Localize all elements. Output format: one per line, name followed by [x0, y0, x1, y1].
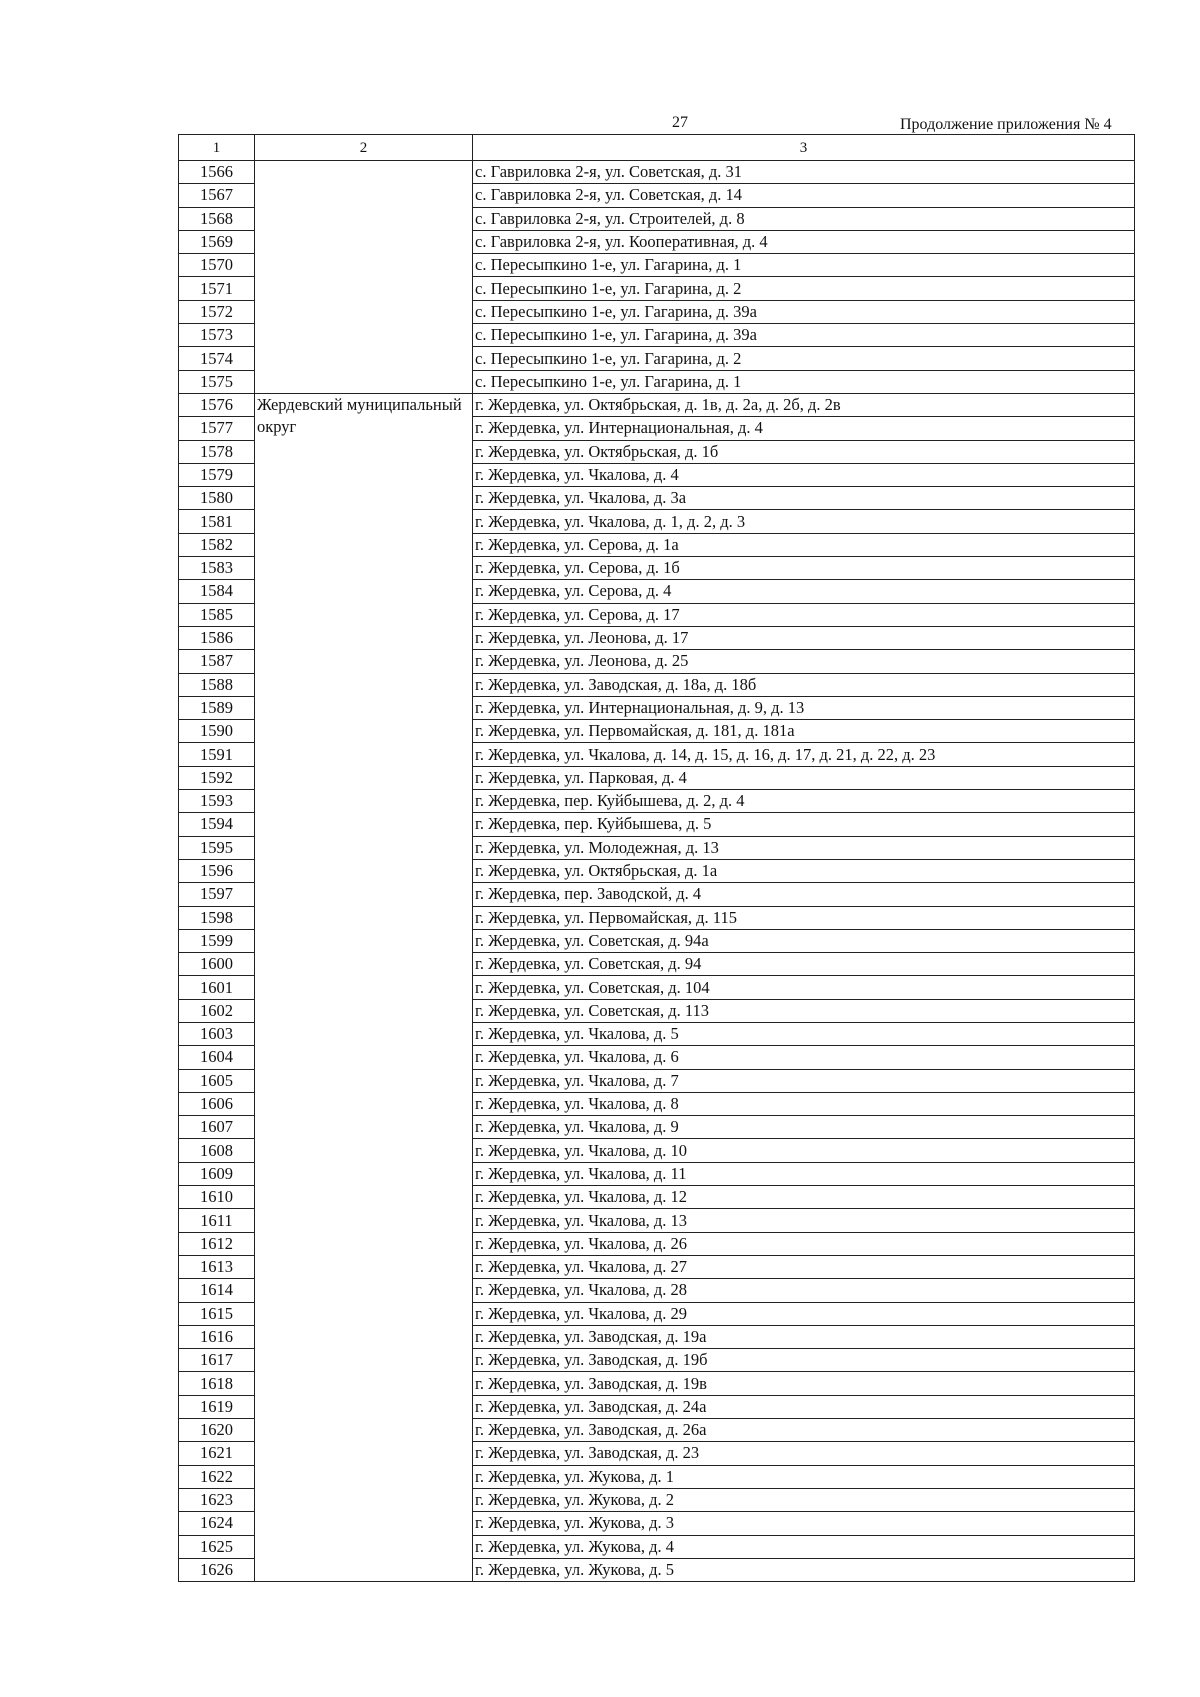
table-row [179, 1279, 1135, 1302]
row-number: 1604 [179, 1046, 255, 1069]
table-row [179, 277, 1135, 300]
row-number: 1603 [179, 1022, 255, 1045]
table-row [179, 1069, 1135, 1092]
municipality-cell [255, 766, 473, 789]
address-cell: г. Жердевка, ул. Первомайская, д. 115 [473, 906, 1135, 929]
municipality-cell [255, 673, 473, 696]
address-cell: г. Жердевка, ул. Чкалова, д. 5 [473, 1022, 1135, 1045]
row-number: 1566 [179, 161, 255, 184]
row-number: 1606 [179, 1092, 255, 1115]
row-number: 1599 [179, 929, 255, 952]
row-number: 1573 [179, 324, 255, 347]
table-row [179, 743, 1135, 766]
municipality-cell [255, 1302, 473, 1325]
row-number: 1600 [179, 953, 255, 976]
row-number: 1616 [179, 1325, 255, 1348]
address-cell: г. Жердевка, ул. Первомайская, д. 181, д. 181а [473, 720, 1135, 743]
municipality-cell [255, 1022, 473, 1045]
municipality-cell [255, 813, 473, 836]
address-cell: с. Пересыпкино 1-е, ул. Гагарина, д. 1 [473, 254, 1135, 277]
municipality-cell [255, 1512, 473, 1535]
row-number: 1626 [179, 1558, 255, 1581]
row-number: 1622 [179, 1465, 255, 1488]
municipality-cell [255, 1162, 473, 1185]
address-cell: г. Жердевка, ул. Интернациональная, д. 4 [473, 417, 1135, 440]
municipality-cell [255, 650, 473, 673]
municipality-cell [255, 953, 473, 976]
table-row [179, 1512, 1135, 1535]
municipality-cell [255, 1558, 473, 1581]
address-cell: г. Жердевка, ул. Жукова, д. 5 [473, 1558, 1135, 1581]
address-cell: г. Жердевка, ул. Советская, д. 113 [473, 999, 1135, 1022]
row-number: 1580 [179, 487, 255, 510]
row-number: 1589 [179, 696, 255, 719]
row-number: 1594 [179, 813, 255, 836]
table-row [179, 1162, 1135, 1185]
municipality-cell [255, 300, 473, 323]
table-row [179, 1349, 1135, 1372]
municipality-cell [255, 370, 473, 393]
row-number: 1620 [179, 1419, 255, 1442]
table-row [179, 510, 1135, 533]
address-cell: г. Жердевка, ул. Чкалова, д. 26 [473, 1232, 1135, 1255]
table-row [179, 1325, 1135, 1348]
municipality-cell [255, 883, 473, 906]
row-number: 1617 [179, 1349, 255, 1372]
address-cell: г. Жердевка, ул. Советская, д. 94 [473, 953, 1135, 976]
column-header-3: 3 [473, 135, 1135, 161]
table-row [179, 1139, 1135, 1162]
address-cell: с. Пересыпкино 1-е, ул. Гагарина, д. 1 [473, 370, 1135, 393]
table-row [179, 1442, 1135, 1465]
page-number: 27 [672, 114, 688, 131]
municipality-name: Жердевский муниципальный округ [255, 393, 473, 440]
address-cell: г. Жердевка, ул. Парковая, д. 4 [473, 766, 1135, 789]
municipality-cell [255, 347, 473, 370]
municipality-cell [255, 720, 473, 743]
address-cell: г. Жердевка, ул. Советская, д. 104 [473, 976, 1135, 999]
row-number: 1607 [179, 1116, 255, 1139]
address-cell: г. Жердевка, ул. Жукова, д. 2 [473, 1488, 1135, 1511]
address-cell: г. Жердевка, ул. Октябрьская, д. 1б [473, 440, 1135, 463]
row-number: 1624 [179, 1512, 255, 1535]
row-number: 1598 [179, 906, 255, 929]
row-number: 1602 [179, 999, 255, 1022]
table-row [179, 1419, 1135, 1442]
address-cell: г. Жердевка, ул. Заводская, д. 26а [473, 1419, 1135, 1442]
municipality-cell [255, 836, 473, 859]
table-row [179, 393, 1135, 416]
table-row [179, 929, 1135, 952]
municipality-cell [255, 906, 473, 929]
address-cell: с. Гавриловка 2-я, ул. Советская, д. 14 [473, 184, 1135, 207]
municipality-cell [255, 440, 473, 463]
table-row [179, 1395, 1135, 1418]
table-row [179, 1022, 1135, 1045]
address-cell: г. Жердевка, ул. Серова, д. 1а [473, 533, 1135, 556]
table-row [179, 1535, 1135, 1558]
address-cell: г. Жердевка, ул. Серова, д. 4 [473, 580, 1135, 603]
row-number: 1625 [179, 1535, 255, 1558]
address-cell: г. Жердевка, ул. Чкалова, д. 14, д. 15, д. 16, д. 17, д. 21, д. 22, д. 23 [473, 743, 1135, 766]
municipality-cell [255, 1372, 473, 1395]
municipality-cell [255, 230, 473, 253]
address-cell: г. Жердевка, ул. Октябрьская, д. 1в, д. 2а, д. 2б, д. 2в [473, 393, 1135, 416]
address-cell: г. Жердевка, ул. Советская, д. 94а [473, 929, 1135, 952]
address-cell: г. Жердевка, ул. Серова, д. 1б [473, 557, 1135, 580]
column-header-2: 2 [255, 135, 473, 161]
address-cell: г. Жердевка, ул. Леонова, д. 17 [473, 626, 1135, 649]
municipality-cell [255, 533, 473, 556]
row-number: 1621 [179, 1442, 255, 1465]
municipality-cell [255, 1395, 473, 1418]
address-cell: г. Жердевка, ул. Заводская, д. 18а, д. 18б [473, 673, 1135, 696]
table-row [179, 440, 1135, 463]
address-cell: г. Жердевка, ул. Жукова, д. 3 [473, 1512, 1135, 1535]
row-number: 1609 [179, 1162, 255, 1185]
table-row [179, 836, 1135, 859]
address-cell: с. Пересыпкино 1-е, ул. Гагарина, д. 2 [473, 347, 1135, 370]
table-row [179, 487, 1135, 510]
address-cell: г. Жердевка, ул. Серова, д. 17 [473, 603, 1135, 626]
municipality-cell [255, 1442, 473, 1465]
row-number: 1581 [179, 510, 255, 533]
municipality-cell [255, 1139, 473, 1162]
address-cell: г. Жердевка, ул. Чкалова, д. 8 [473, 1092, 1135, 1115]
municipality-cell [255, 1255, 473, 1278]
table-row [179, 1116, 1135, 1139]
address-cell: с. Гавриловка 2-я, ул. Строителей, д. 8 [473, 207, 1135, 230]
row-number: 1595 [179, 836, 255, 859]
row-number: 1568 [179, 207, 255, 230]
row-number: 1596 [179, 859, 255, 882]
table-row [179, 790, 1135, 813]
table-row [179, 813, 1135, 836]
address-cell: с. Гавриловка 2-я, ул. Советская, д. 31 [473, 161, 1135, 184]
municipality-cell [255, 603, 473, 626]
municipality-cell [255, 277, 473, 300]
municipality-cell [255, 1465, 473, 1488]
table-row [179, 766, 1135, 789]
table-body [179, 161, 1135, 1582]
municipality-cell [255, 1069, 473, 1092]
table-row [179, 184, 1135, 207]
municipality-cell [255, 1232, 473, 1255]
table-row [179, 1488, 1135, 1511]
table-row [179, 1092, 1135, 1115]
municipality-cell [255, 999, 473, 1022]
address-cell: г. Жердевка, ул. Чкалова, д. 11 [473, 1162, 1135, 1185]
row-number: 1619 [179, 1395, 255, 1418]
row-number: 1591 [179, 743, 255, 766]
row-number: 1569 [179, 230, 255, 253]
table-row [179, 370, 1135, 393]
table-row [179, 254, 1135, 277]
municipality-cell [255, 1186, 473, 1209]
municipality-cell [255, 487, 473, 510]
table-row [179, 1302, 1135, 1325]
address-cell: г. Жердевка, пер. Куйбышева, д. 2, д. 4 [473, 790, 1135, 813]
municipality-cell [255, 557, 473, 580]
address-cell: г. Жердевка, ул. Чкалова, д. 9 [473, 1116, 1135, 1139]
municipality-cell [255, 184, 473, 207]
address-cell: г. Жердевка, ул. Заводская, д. 24а [473, 1395, 1135, 1418]
municipality-cell [255, 859, 473, 882]
address-cell: с. Пересыпкино 1-е, ул. Гагарина, д. 39а [473, 300, 1135, 323]
table-row [179, 347, 1135, 370]
address-cell: г. Жердевка, ул. Чкалова, д. 1, д. 2, д. 3 [473, 510, 1135, 533]
municipality-cell [255, 161, 473, 184]
address-cell: г. Жердевка, ул. Жукова, д. 4 [473, 1535, 1135, 1558]
table-row [179, 161, 1135, 184]
municipality-cell [255, 743, 473, 766]
row-number: 1618 [179, 1372, 255, 1395]
row-number: 1579 [179, 463, 255, 486]
municipality-cell [255, 324, 473, 347]
municipality-cell [255, 790, 473, 813]
address-cell: г. Жердевка, ул. Чкалова, д. 3а [473, 487, 1135, 510]
municipality-cell [255, 696, 473, 719]
address-cell: г. Жердевка, ул. Чкалова, д. 29 [473, 1302, 1135, 1325]
row-number: 1577 [179, 417, 255, 440]
address-cell: г. Жердевка, ул. Чкалова, д. 7 [473, 1069, 1135, 1092]
municipality-cell [255, 976, 473, 999]
municipality-cell [255, 463, 473, 486]
table-row [179, 626, 1135, 649]
row-number: 1623 [179, 1488, 255, 1511]
municipality-cell [255, 510, 473, 533]
row-number: 1571 [179, 277, 255, 300]
row-number: 1567 [179, 184, 255, 207]
address-cell: г. Жердевка, ул. Чкалова, д. 27 [473, 1255, 1135, 1278]
table-row [179, 976, 1135, 999]
table-row [179, 603, 1135, 626]
address-cell: г. Жердевка, ул. Чкалова, д. 28 [473, 1279, 1135, 1302]
row-number: 1597 [179, 883, 255, 906]
table-row [179, 1046, 1135, 1069]
table-row [179, 883, 1135, 906]
municipality-cell [255, 1325, 473, 1348]
municipality-cell [255, 626, 473, 649]
municipality-cell [255, 1209, 473, 1232]
table-row [179, 906, 1135, 929]
row-number: 1574 [179, 347, 255, 370]
table-row [179, 207, 1135, 230]
table-row [179, 1232, 1135, 1255]
row-number: 1582 [179, 533, 255, 556]
row-number: 1590 [179, 720, 255, 743]
address-cell: г. Жердевка, ул. Чкалова, д. 10 [473, 1139, 1135, 1162]
table-row [179, 859, 1135, 882]
address-cell: г. Жердевка, ул. Чкалова, д. 13 [473, 1209, 1135, 1232]
table-row [179, 1372, 1135, 1395]
municipality-cell [255, 1535, 473, 1558]
municipality-cell [255, 1488, 473, 1511]
row-number: 1608 [179, 1139, 255, 1162]
table-row [179, 696, 1135, 719]
address-cell: с. Пересыпкино 1-е, ул. Гагарина, д. 39а [473, 324, 1135, 347]
row-number: 1611 [179, 1209, 255, 1232]
address-cell: г. Жердевка, ул. Чкалова, д. 4 [473, 463, 1135, 486]
row-number: 1575 [179, 370, 255, 393]
address-cell: с. Гавриловка 2-я, ул. Кооперативная, д. 4 [473, 230, 1135, 253]
address-cell: г. Жердевка, ул. Заводская, д. 19в [473, 1372, 1135, 1395]
row-number: 1605 [179, 1069, 255, 1092]
address-cell: г. Жердевка, ул. Заводская, д. 23 [473, 1442, 1135, 1465]
municipality-cell [255, 254, 473, 277]
table-row [179, 1186, 1135, 1209]
municipality-cell [255, 1279, 473, 1302]
table-header-row [179, 135, 1135, 161]
address-cell: г. Жердевка, ул. Чкалова, д. 6 [473, 1046, 1135, 1069]
municipality-cell [255, 1419, 473, 1442]
row-number: 1614 [179, 1279, 255, 1302]
municipality-cell [255, 1046, 473, 1069]
address-cell: г. Жердевка, ул. Молодежная, д. 13 [473, 836, 1135, 859]
table-row [179, 1255, 1135, 1278]
table-row [179, 580, 1135, 603]
row-number: 1610 [179, 1186, 255, 1209]
address-cell: г. Жердевка, пер. Заводской, д. 4 [473, 883, 1135, 906]
address-cell: г. Жердевка, пер. Куйбышева, д. 5 [473, 813, 1135, 836]
continuation-label: Продолжение приложения № 4 [900, 116, 1112, 133]
municipality-cell [255, 580, 473, 603]
municipality-cell [255, 1092, 473, 1115]
table-row [179, 324, 1135, 347]
row-number: 1587 [179, 650, 255, 673]
table-row [179, 557, 1135, 580]
row-number: 1615 [179, 1302, 255, 1325]
table-row [179, 953, 1135, 976]
row-number: 1592 [179, 766, 255, 789]
municipality-cell [255, 207, 473, 230]
municipality-cell [255, 929, 473, 952]
table-row [179, 1465, 1135, 1488]
table-row [179, 300, 1135, 323]
row-number: 1588 [179, 673, 255, 696]
table-row [179, 230, 1135, 253]
address-cell: г. Жердевка, ул. Интернациональная, д. 9, д. 13 [473, 696, 1135, 719]
row-number: 1576 [179, 393, 255, 416]
row-number: 1585 [179, 603, 255, 626]
row-number: 1613 [179, 1255, 255, 1278]
address-cell: г. Жердевка, ул. Заводская, д. 19а [473, 1325, 1135, 1348]
row-number: 1570 [179, 254, 255, 277]
table-row [179, 463, 1135, 486]
table-row [179, 673, 1135, 696]
address-cell: г. Жердевка, ул. Чкалова, д. 12 [473, 1186, 1135, 1209]
table-row [179, 533, 1135, 556]
address-cell: г. Жердевка, ул. Октябрьская, д. 1а [473, 859, 1135, 882]
address-cell: г. Жердевка, ул. Жукова, д. 1 [473, 1465, 1135, 1488]
table-row [179, 720, 1135, 743]
address-cell: г. Жердевка, ул. Заводская, д. 19б [473, 1349, 1135, 1372]
table-row [179, 650, 1135, 673]
column-header-1: 1 [179, 135, 255, 161]
row-number: 1586 [179, 626, 255, 649]
row-number: 1601 [179, 976, 255, 999]
address-cell: г. Жердевка, ул. Леонова, д. 25 [473, 650, 1135, 673]
row-number: 1584 [179, 580, 255, 603]
row-number: 1583 [179, 557, 255, 580]
address-table [178, 134, 1135, 1582]
table-row [179, 999, 1135, 1022]
address-cell: с. Пересыпкино 1-е, ул. Гагарина, д. 2 [473, 277, 1135, 300]
row-number: 1612 [179, 1232, 255, 1255]
row-number: 1572 [179, 300, 255, 323]
row-number: 1593 [179, 790, 255, 813]
row-number: 1578 [179, 440, 255, 463]
table-row [179, 1558, 1135, 1581]
table-row [179, 1209, 1135, 1232]
municipality-cell [255, 1116, 473, 1139]
municipality-cell [255, 1349, 473, 1372]
